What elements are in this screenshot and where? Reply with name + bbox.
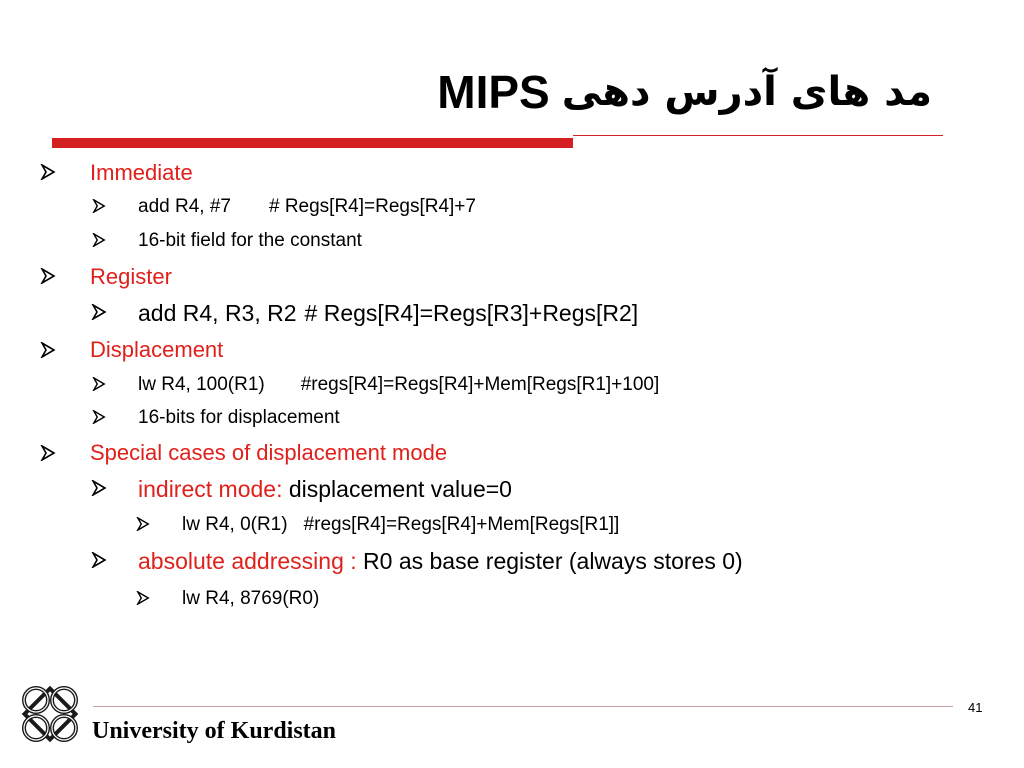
title-latin: MIPS: [437, 66, 550, 118]
bullet-arrow-icon: [90, 479, 108, 497]
bullet-arrow-icon: [38, 443, 58, 463]
bullet-arrow-icon: [90, 231, 108, 249]
knot-logo-icon: [14, 678, 86, 755]
list-item: lw R4, 8769(R0): [182, 588, 320, 609]
mode-label: indirect mode:: [138, 475, 283, 502]
list-item: [138, 475, 512, 503]
bullet-arrow-icon: [134, 515, 152, 533]
university-name: University of Kurdistan: [92, 718, 337, 744]
bullet-arrow-icon: [90, 197, 108, 215]
bullet-arrow-icon: [90, 375, 108, 393]
code-text: lw R4, 100(R1): [138, 374, 265, 395]
code-text: add R4, #7: [138, 196, 231, 217]
title-persian: مد های آدرس دهی: [561, 69, 932, 115]
code-text: add R4, R3, R2: [138, 299, 297, 326]
bullet-arrow-icon: [90, 551, 108, 569]
slide-title: [437, 60, 932, 124]
list-item: Displacement: [90, 337, 224, 362]
mode-label: absolute addressing :: [138, 547, 357, 574]
title-rule-thin: [573, 135, 943, 136]
bullet-arrow-icon: [38, 266, 58, 286]
bullet-arrow-icon: [38, 340, 58, 360]
page-number: 41: [968, 700, 983, 715]
list-item: [138, 195, 476, 219]
list-item: Register: [90, 264, 172, 289]
list-item: [138, 547, 743, 575]
list-item: [138, 373, 659, 397]
code-comment: # Regs[R4]=Regs[R3]+Regs[R2]: [304, 299, 639, 326]
list-item: [138, 299, 638, 327]
list-item: Special cases of displacement mode: [90, 440, 448, 465]
bullet-arrow-icon: [134, 589, 152, 607]
code-comment: #regs[R4]=Regs[R4]+Mem[Regs[R1]]: [303, 514, 620, 535]
list-item: 16-bit field for the constant: [138, 230, 362, 251]
mode-description: R0 as base register (always stores 0): [356, 547, 743, 574]
code-comment: #regs[R4]=Regs[R4]+Mem[Regs[R1]+100]: [300, 374, 660, 395]
footer-rule: [93, 706, 953, 707]
code-text: lw R4, 0(R1): [182, 514, 288, 535]
mode-description: displacement value=0: [282, 475, 512, 502]
bullet-arrow-icon: [90, 408, 108, 426]
list-item: Immediate: [90, 160, 193, 185]
title-rule-thick: [52, 138, 573, 148]
bullet-arrow-icon: [38, 162, 58, 182]
list-item: 16-bits for displacement: [138, 407, 340, 428]
bullet-arrow-icon: [90, 303, 108, 321]
code-comment: # Regs[R4]=Regs[R4]+7: [268, 196, 476, 217]
list-item: [182, 513, 619, 537]
